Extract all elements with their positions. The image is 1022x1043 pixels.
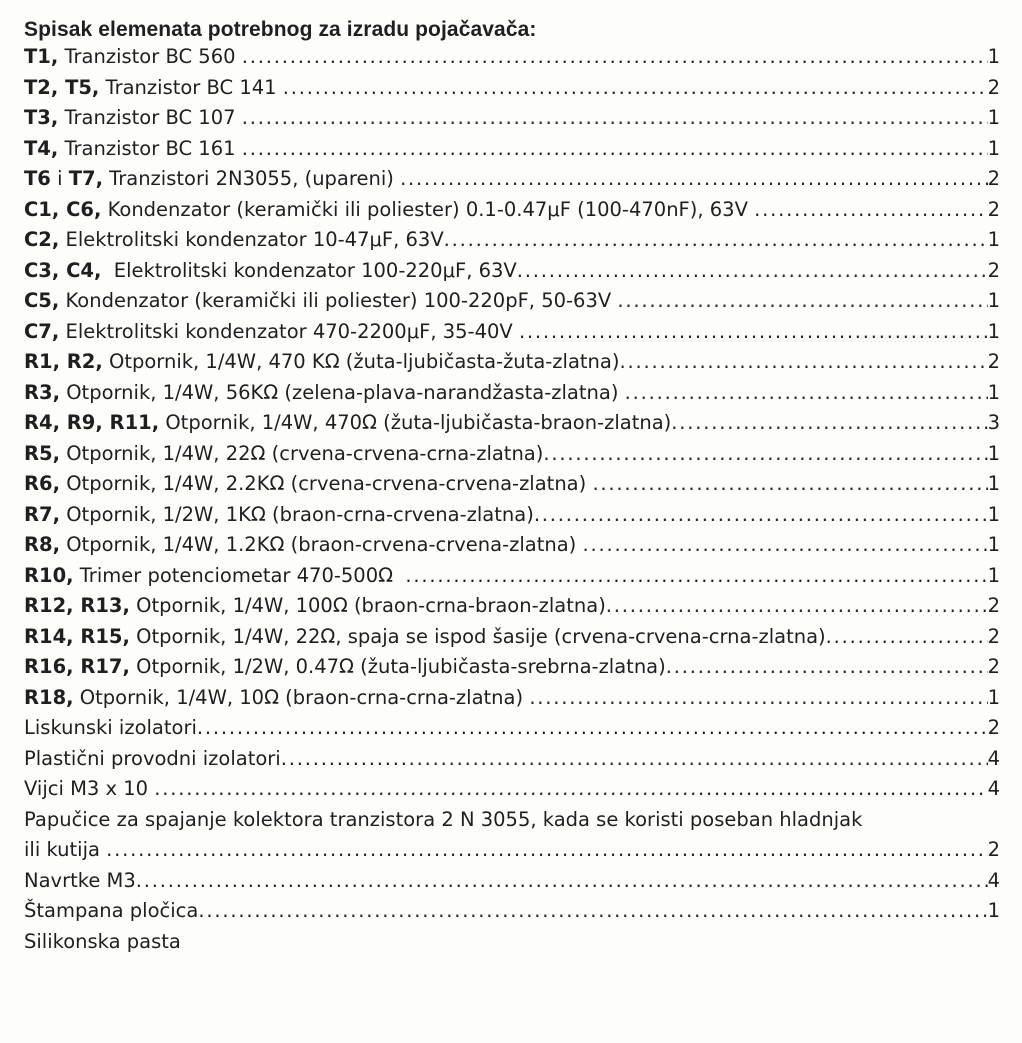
item-desc: Vijci M3 x 10 — [24, 777, 155, 800]
list-item — [24, 713, 1000, 744]
item-desc: Otpornik, 1/4W, 470 KΩ (žuta-ljubičasta-žuta-zlatna) — [102, 350, 620, 373]
item-refs: R7, — [24, 502, 60, 526]
list-item — [24, 103, 1000, 134]
item-qty: 2 — [987, 838, 1000, 861]
item-qty: 2 — [987, 350, 1000, 373]
item-desc: Papučice za spajanje kolektora tranzistora 2 N 3055, kada se koristi poseban hladnjak — [24, 807, 863, 831]
list-item — [24, 622, 1000, 653]
dot-leader — [582, 530, 987, 561]
item-qty: 1 — [987, 45, 1000, 68]
item-qty: 4 — [987, 777, 1000, 800]
item-qty: 1 — [987, 228, 1000, 251]
dot-leader — [517, 256, 988, 287]
list-item — [24, 774, 1000, 805]
item-qty: 1 — [987, 472, 1000, 495]
item-qty: 1 — [987, 136, 1000, 160]
dot-leader — [400, 164, 988, 195]
item-refs: C7, — [24, 319, 60, 343]
item-desc: Silikonska pasta — [24, 929, 181, 953]
parts-list — [24, 42, 1000, 957]
list-item — [24, 500, 1000, 531]
item-qty: 1 — [987, 289, 1000, 312]
dot-leader — [826, 622, 988, 653]
item-desc: Otpornik, 1/2W, 0.47Ω (žuta-ljubičasta-srebrna-zlatna) — [129, 655, 666, 678]
list-item-wrapped-line2 — [24, 835, 1000, 866]
item-desc: Navrtke M3 — [24, 868, 136, 892]
list-item — [24, 896, 1000, 927]
list-item — [24, 347, 1000, 378]
item-qty: 2 — [987, 197, 1000, 221]
dot-leader — [666, 652, 988, 683]
dot-leader — [529, 683, 987, 714]
item-qty: 4 — [987, 746, 1000, 770]
item-qty: 2 — [987, 716, 1000, 739]
list-item — [24, 317, 1000, 348]
list-item — [24, 866, 1000, 897]
item-refs: R4, R9, R11, — [24, 411, 160, 434]
dot-leader — [283, 73, 988, 104]
list-item — [24, 469, 1000, 500]
dot-leader — [543, 439, 987, 470]
item-qty: 1 — [987, 563, 1000, 587]
list-item-wrapped-line1 — [24, 805, 1000, 836]
dot-leader — [444, 225, 988, 256]
dot-leader — [619, 347, 987, 378]
item-desc: Otpornik, 1/4W, 100Ω (braon-crna-braon-zlatna) — [129, 594, 606, 617]
item-desc: Otpornik, 1/2W, 1KΩ (braon-crna-crvena-zlatna) — [60, 502, 534, 526]
list-item — [24, 378, 1000, 409]
dot-leader — [154, 774, 987, 805]
item-qty: 1 — [987, 685, 1000, 709]
item-refs: T2, T5, — [24, 75, 100, 99]
item-refs: T6 — [24, 167, 51, 190]
dot-leader — [136, 866, 988, 897]
item-desc: Liskunski izolatori — [24, 716, 197, 739]
item-refs: C1, C6, — [24, 197, 102, 221]
item-qty: 4 — [987, 868, 1000, 892]
list-item — [24, 561, 1000, 592]
item-refs: T3, — [24, 106, 59, 129]
item-desc: Otpornik, 1/4W, 2.2KΩ (crvena-crvena-crvena-zlatna) — [60, 472, 593, 495]
item-refs: R3, — [24, 380, 60, 404]
item-desc: Elektrolitski kondenzator 10-47μF, 63V — [59, 228, 444, 251]
item-refs: C5, — [24, 289, 60, 312]
item-refs: R16, R17, — [24, 655, 130, 678]
dot-leader — [198, 896, 987, 927]
list-item — [24, 439, 1000, 470]
item-desc: Otpornik, 1/4W, 22Ω (crvena-crvena-crna-zlatna) — [60, 441, 544, 465]
list-item — [24, 225, 1000, 256]
item-qty: 1 — [987, 899, 1000, 922]
item-desc: Tranzistor BC 141 — [99, 75, 283, 99]
dot-leader — [754, 195, 987, 226]
item-desc: Plastični provodni izolatori — [24, 746, 281, 770]
item-desc: Kondenzator (keramički ili poliester) 100-220pF, 50-63V — [59, 289, 618, 312]
item-refs: R6, — [24, 472, 60, 495]
item-qty: 2 — [987, 655, 1000, 678]
item-qty: 2 — [987, 167, 1000, 190]
list-item — [24, 286, 1000, 317]
list-item — [24, 195, 1000, 226]
item-desc: Otpornik, 1/4W, 1.2KΩ (braon-crvena-crvena-zlatna) — [60, 533, 583, 556]
item-qty: 1 — [987, 502, 1000, 526]
list-item — [24, 73, 1000, 104]
list-item — [24, 652, 1000, 683]
item-desc: Tranzistor BC 161 — [58, 136, 242, 160]
item-refs: R5, — [24, 441, 60, 465]
list-item-last — [24, 927, 1000, 958]
item-qty: 2 — [987, 624, 1000, 648]
dot-leader — [242, 103, 988, 134]
item-desc: ili kutija — [24, 838, 107, 861]
list-item — [24, 744, 1000, 775]
item-desc-t6: i T7, Tranzistori 2N3055, (upareni) — [50, 167, 401, 190]
item-refs: R14, R15, — [24, 624, 130, 648]
item-qty: 3 — [987, 411, 1000, 434]
dot-leader — [617, 286, 987, 317]
item-refs: R1, R2, — [24, 350, 103, 373]
item-qty: 1 — [987, 380, 1000, 404]
item-qty: 2 — [987, 75, 1000, 99]
item-desc: Tranzistor BC 560 — [58, 45, 242, 68]
item-desc: Trimer potenciometar 470-500Ω — [73, 563, 406, 587]
list-item — [24, 164, 1000, 195]
item-desc: Štampana pločica — [24, 899, 199, 922]
item-qty: 1 — [987, 533, 1000, 556]
item-desc: Otpornik, 1/4W, 470Ω (žuta-ljubičasta-braon-zlatna) — [159, 411, 672, 434]
item-refs: T1, — [24, 45, 59, 68]
list-item — [24, 134, 1000, 165]
item-desc: Otpornik, 1/4W, 22Ω, spaja se ispod šasije (crvena-crvena-crna-zlatna) — [129, 624, 826, 648]
item-refs: R12, R13, — [24, 594, 130, 617]
item-refs: T4, — [24, 136, 59, 160]
dot-leader — [405, 561, 987, 592]
list-item — [24, 256, 1000, 287]
dot-leader — [592, 469, 987, 500]
item-qty: 1 — [987, 319, 1000, 343]
list-item — [24, 591, 1000, 622]
dot-leader — [242, 134, 988, 165]
list-item — [24, 683, 1000, 714]
list-item — [24, 42, 1000, 73]
item-refs: R10, — [24, 563, 74, 587]
dot-leader — [606, 591, 988, 622]
dot-leader — [519, 317, 988, 348]
dot-leader — [671, 408, 987, 439]
item-qty: 2 — [987, 258, 1000, 282]
dot-leader — [197, 713, 988, 744]
item-desc: Otpornik, 1/4W, 10Ω (braon-crna-crna-zlatna) — [73, 685, 530, 709]
item-refs-secondary: T7, — [68, 167, 103, 190]
dot-leader — [534, 500, 988, 531]
item-desc: Elektrolitski kondenzator 100-220μF, 63V — [101, 258, 517, 282]
dot-leader — [625, 378, 988, 409]
item-qty: 2 — [987, 594, 1000, 617]
item-qty: 1 — [987, 106, 1000, 129]
item-desc: Otpornik, 1/4W, 56KΩ (zelena-plava-narandžasta-zlatna) — [60, 380, 625, 404]
item-desc: Elektrolitski kondenzator 470-2200μF, 35-40V — [59, 319, 519, 343]
page-title: Spisak elemenata potrebnog za izradu pojačavača: — [24, 18, 537, 41]
item-refs: C3, C4, — [24, 258, 102, 282]
item-refs: R18, — [24, 685, 74, 709]
dot-leader — [106, 835, 987, 866]
dot-leader — [281, 744, 988, 775]
item-qty: 1 — [987, 441, 1000, 465]
dot-leader — [242, 42, 988, 73]
item-desc: Tranzistor BC 107 — [58, 106, 242, 129]
list-item — [24, 530, 1000, 561]
item-refs: R8, — [24, 533, 60, 556]
item-desc: Kondenzator (keramički ili poliester) 0.1-0.47μF (100-470nF), 63V — [101, 197, 755, 221]
item-refs: C2, — [24, 228, 60, 251]
list-item — [24, 408, 1000, 439]
